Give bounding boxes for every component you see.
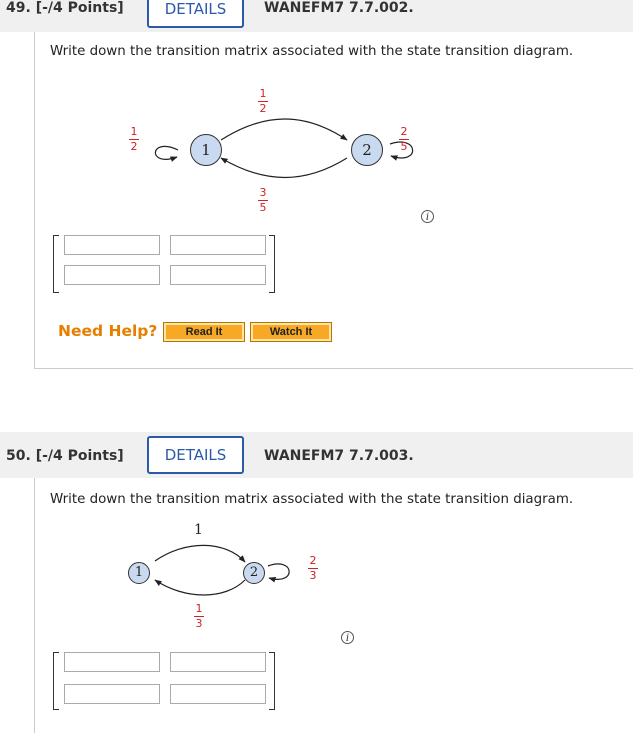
question-49-body xyxy=(34,32,633,369)
watch-it-button[interactable]: Watch It xyxy=(250,322,332,342)
read-it-button[interactable]: Read It xyxy=(163,322,245,342)
state-node-2: 2 xyxy=(243,562,265,584)
matrix-input-r2c2[interactable] xyxy=(170,265,266,285)
edge-1-to-2-prob: 1 2 xyxy=(259,87,267,115)
edge-1-to-2-arrow xyxy=(155,545,245,562)
need-help-label: Need Help? xyxy=(58,322,158,340)
question-50-header xyxy=(0,432,633,478)
question-50-body xyxy=(34,478,633,733)
state-transition-diagram xyxy=(125,528,425,648)
matrix-input-r1c1[interactable] xyxy=(64,652,160,672)
self-loop-2-prob: 2 5 xyxy=(400,125,408,153)
self-loop-2-arrow xyxy=(268,564,289,579)
self-loop-1-prob: 1 2 xyxy=(130,125,138,153)
matrix-input-r2c2[interactable] xyxy=(170,684,266,704)
question-number: 50. [-/4 Points] xyxy=(6,448,124,464)
edge-2-to-1-prob: 1 3 xyxy=(195,602,203,630)
info-icon[interactable]: i xyxy=(341,631,354,644)
matrix-left-bracket xyxy=(53,235,59,293)
question-49-header xyxy=(0,0,633,32)
matrix-right-bracket xyxy=(269,235,275,293)
edge-2-to-1-arrow xyxy=(155,580,245,595)
edge-1-to-2-prob: 1 xyxy=(194,522,203,538)
question-code: WANEFM7 7.7.003. xyxy=(264,448,414,464)
state-node-1: 1 xyxy=(128,562,150,584)
question-prompt: Write down the transition matrix associated with the state transition diagram. xyxy=(50,44,574,59)
self-loop-2-prob: 2 3 xyxy=(309,554,317,582)
state-node-2: 2 xyxy=(351,134,383,166)
matrix-input-r2c1[interactable] xyxy=(64,265,160,285)
edge-2-to-1-arrow xyxy=(221,158,347,178)
question-number: 49. [-/4 Points] xyxy=(6,0,124,16)
matrix-left-bracket xyxy=(53,652,59,710)
details-button[interactable]: DETAILS xyxy=(147,436,244,474)
state-node-1: 1 xyxy=(190,134,222,166)
question-code: WANEFM7 7.7.002. xyxy=(264,0,414,16)
edge-1-to-2-arrow xyxy=(221,119,347,140)
matrix-input-r1c2[interactable] xyxy=(170,652,266,672)
state-transition-diagram xyxy=(125,92,545,232)
question-prompt: Write down the transition matrix associated with the state transition diagram. xyxy=(50,492,574,507)
matrix-input-r2c1[interactable] xyxy=(64,684,160,704)
details-button[interactable]: DETAILS xyxy=(147,0,244,28)
edge-2-to-1-prob: 3 5 xyxy=(259,186,267,214)
self-loop-1-arrow xyxy=(155,146,178,159)
matrix-right-bracket xyxy=(269,652,275,710)
info-icon[interactable]: i xyxy=(421,210,434,223)
matrix-input-r1c1[interactable] xyxy=(64,235,160,255)
matrix-input-r1c2[interactable] xyxy=(170,235,266,255)
